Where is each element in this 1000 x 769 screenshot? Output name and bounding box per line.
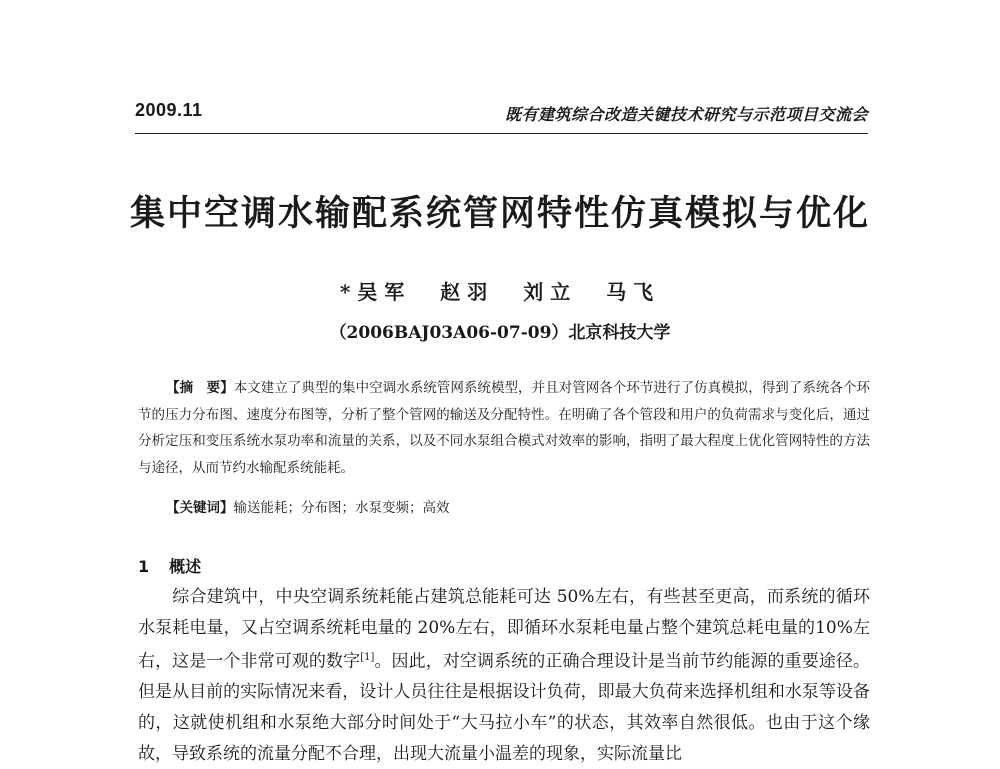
section-number: 1 bbox=[138, 557, 150, 576]
author-2: 赵羽 bbox=[440, 280, 495, 304]
author-4: 马飞 bbox=[606, 280, 661, 304]
affiliation: （2006BAJ03A06-07-09）北京科技大学 bbox=[329, 323, 671, 343]
keywords-text: 输送能耗；分布图；水泵变频；高效 bbox=[233, 500, 450, 516]
keywords bbox=[166, 496, 450, 516]
abstract-label: 【摘 要】 bbox=[166, 380, 234, 396]
body-part-1: 综合建筑中，中央空调系统耗能占建筑总能耗可达 50%左右，有些甚至更高，而系统的循环水泵耗电量，又占空调系统耗电量的 20%左右，即循环水泵耗电量占整个建筑总耗电量的10%左右，这是一个非常可观的数字 bbox=[138, 587, 870, 672]
abstract bbox=[138, 375, 870, 481]
body-paragraph bbox=[138, 582, 870, 769]
section-heading bbox=[138, 554, 201, 577]
keywords-label: 【关键词】 bbox=[166, 500, 234, 516]
citation-ref: [1] bbox=[360, 652, 375, 664]
header-conference: 既有建筑综合改造关键技术研究与示范项目交流会 bbox=[504, 105, 868, 124]
header-rule bbox=[135, 133, 868, 134]
author-1: *吴军 bbox=[339, 280, 412, 304]
author-list bbox=[0, 276, 1000, 305]
body-part-2: 。因此，对空调系统的正确合理设计是当前节约能源的重要途径。但是从目前的实际情况来看，设计人员往往是根据设计负荷，即最大负荷来选择机组和水泵等设备的，这就使机组和水泵绝大部分时间处于“大马拉小车”的状态，其效率自然很低。也由于这个缘故，导致系统的流量分配不合理，出现大流量小温差的现象，实际流量比 bbox=[138, 651, 871, 764]
section-title: 概述 bbox=[169, 557, 202, 576]
paper-title: 集中空调水输配系统管网特性仿真模拟与优化 bbox=[129, 194, 870, 234]
header-date: 2009.11 bbox=[135, 100, 203, 120]
abstract-text: 本文建立了典型的集中空调水系统管网系统模型，并且对管网各个环节进行了仿真模拟，得到了系统各个环节的压力分布图、速度分布图等，分析了整个管网的输送及分配特性。在明确了各个管段和用户的负荷需求与变化后，通过分析定压和变压系统水泵功率和流量的关系，以及不同水泵组合模式对效率的影响，指明了最大程度上优化管网特性的方法与途径，从而节约水输配系统能耗。 bbox=[138, 380, 871, 476]
author-3: 刘立 bbox=[523, 280, 578, 304]
